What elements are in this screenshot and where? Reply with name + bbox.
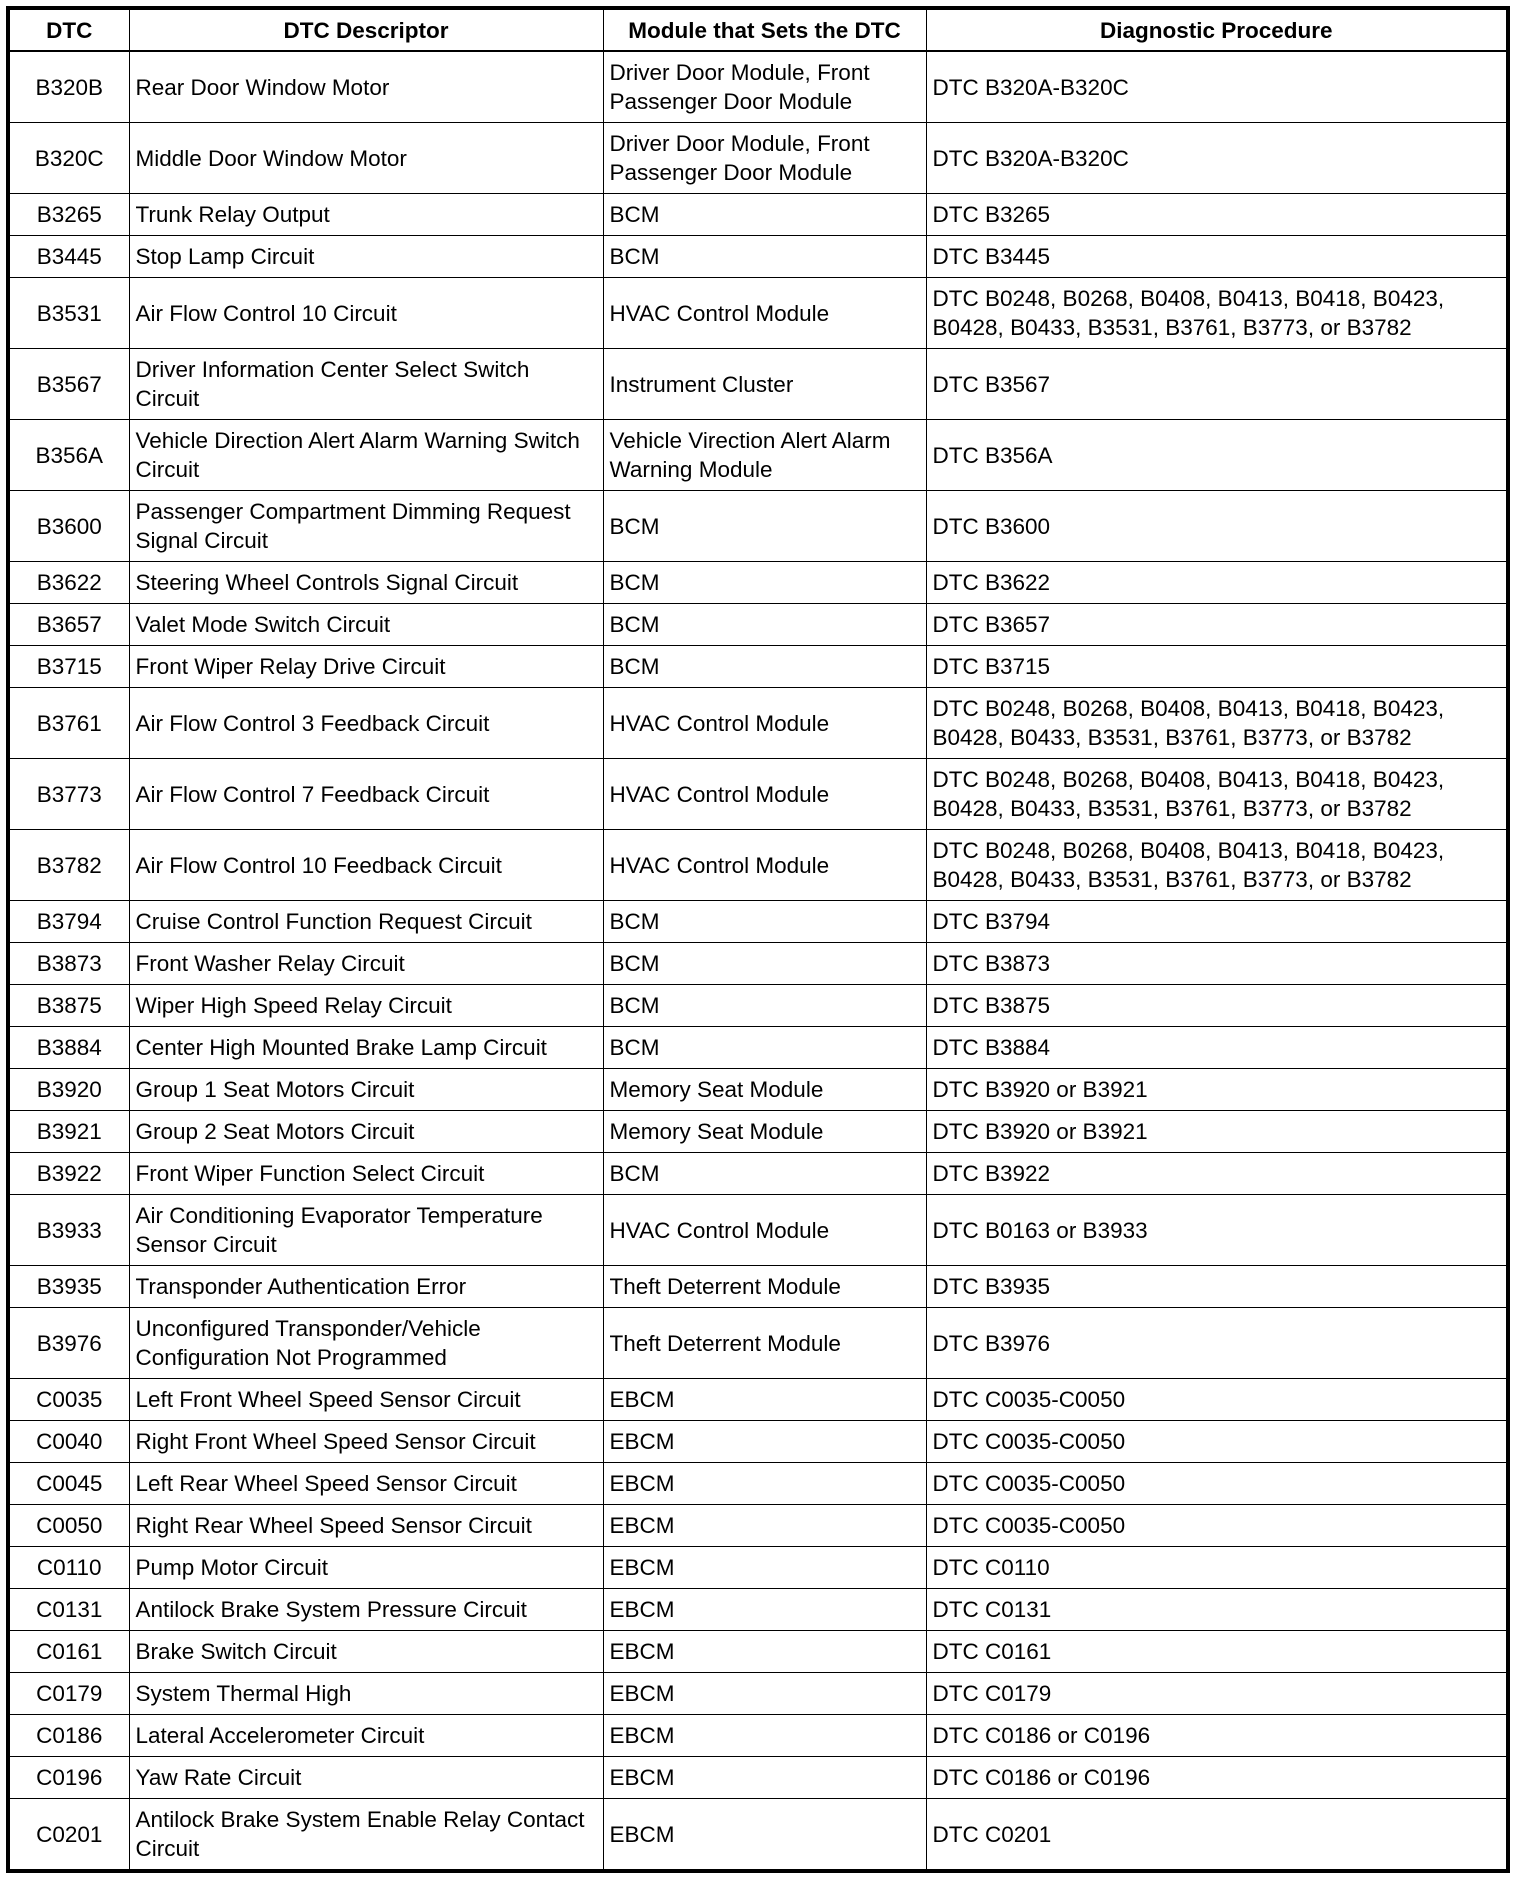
dtc-code-cell: C0161: [8, 1631, 129, 1673]
dtc-code-cell: B3976: [8, 1308, 129, 1379]
dtc-code-cell: B3445: [8, 236, 129, 278]
dtc-code-cell: C0040: [8, 1421, 129, 1463]
dtc-descriptor-cell: Pump Motor Circuit: [129, 1547, 603, 1589]
diagnostic-procedure-cell: DTC C0035-C0050: [926, 1421, 1508, 1463]
dtc-descriptor-cell: Front Wiper Function Select Circuit: [129, 1153, 603, 1195]
table-row: [8, 1308, 1508, 1379]
dtc-descriptor-cell: Wiper High Speed Relay Circuit: [129, 985, 603, 1027]
module-cell: HVAC Control Module: [603, 759, 926, 830]
dtc-code-cell: B3794: [8, 901, 129, 943]
dtc-code-cell: B3921: [8, 1111, 129, 1153]
dtc-descriptor-cell: Right Front Wheel Speed Sensor Circuit: [129, 1421, 603, 1463]
dtc-code-cell: B3265: [8, 194, 129, 236]
diagnostic-procedure-cell: DTC B0248, B0268, B0408, B0413, B0418, B0423, B0428, B0433, B3531, B3761, B3773, or B3782: [926, 688, 1508, 759]
module-cell: Memory Seat Module: [603, 1111, 926, 1153]
dtc-descriptor-cell: Trunk Relay Output: [129, 194, 603, 236]
dtc-code-cell: B3782: [8, 830, 129, 901]
module-cell: Theft Deterrent Module: [603, 1308, 926, 1379]
module-cell: BCM: [603, 646, 926, 688]
dtc-code-cell: B320C: [8, 123, 129, 194]
dtc-code-cell: B3773: [8, 759, 129, 830]
diagnostic-procedure-cell: DTC B320A-B320C: [926, 123, 1508, 194]
dtc-code-cell: C0050: [8, 1505, 129, 1547]
dtc-code-cell: C0045: [8, 1463, 129, 1505]
dtc-code-cell: C0201: [8, 1799, 129, 1872]
dtc-descriptor-cell: Air Conditioning Evaporator Temperature Sensor Circuit: [129, 1195, 603, 1266]
table-row: [8, 1505, 1508, 1547]
dtc-descriptor-cell: Driver Information Center Select Switch Circuit: [129, 349, 603, 420]
header-descriptor: DTC Descriptor: [129, 8, 603, 51]
module-cell: Memory Seat Module: [603, 1069, 926, 1111]
table-row: [8, 830, 1508, 901]
dtc-code-cell: B3873: [8, 943, 129, 985]
header-row: [8, 8, 1508, 51]
dtc-descriptor-cell: Air Flow Control 7 Feedback Circuit: [129, 759, 603, 830]
dtc-descriptor-cell: Front Washer Relay Circuit: [129, 943, 603, 985]
module-cell: Vehicle Virection Alert Alarm Warning Module: [603, 420, 926, 491]
diagnostic-procedure-cell: DTC B3873: [926, 943, 1508, 985]
table-row: [8, 985, 1508, 1027]
diagnostic-procedure-cell: DTC B3935: [926, 1266, 1508, 1308]
table-row: [8, 1799, 1508, 1872]
module-cell: EBCM: [603, 1757, 926, 1799]
module-cell: Driver Door Module, Front Passenger Door Module: [603, 123, 926, 194]
dtc-code-cell: B3657: [8, 604, 129, 646]
table-row: [8, 194, 1508, 236]
table-row: [8, 1069, 1508, 1111]
module-cell: BCM: [603, 562, 926, 604]
diagnostic-procedure-cell: DTC B0163 or B3933: [926, 1195, 1508, 1266]
diagnostic-procedure-cell: DTC B3567: [926, 349, 1508, 420]
diagnostic-procedure-cell: DTC B320A-B320C: [926, 51, 1508, 123]
dtc-descriptor-cell: Vehicle Direction Alert Alarm Warning Switch Circuit: [129, 420, 603, 491]
diagnostic-procedure-cell: DTC B3622: [926, 562, 1508, 604]
dtc-code-cell: B3600: [8, 491, 129, 562]
table-row: [8, 123, 1508, 194]
module-cell: EBCM: [603, 1463, 926, 1505]
module-cell: Instrument Cluster: [603, 349, 926, 420]
table-row: [8, 349, 1508, 420]
dtc-descriptor-cell: Group 1 Seat Motors Circuit: [129, 1069, 603, 1111]
diagnostic-procedure-cell: DTC B3445: [926, 236, 1508, 278]
dtc-descriptor-cell: Antilock Brake System Pressure Circuit: [129, 1589, 603, 1631]
dtc-descriptor-cell: Air Flow Control 3 Feedback Circuit: [129, 688, 603, 759]
dtc-code-cell: B3935: [8, 1266, 129, 1308]
table-row: [8, 943, 1508, 985]
module-cell: EBCM: [603, 1673, 926, 1715]
diagnostic-procedure-cell: DTC C0179: [926, 1673, 1508, 1715]
table-row: [8, 51, 1508, 123]
diagnostic-procedure-cell: DTC B3794: [926, 901, 1508, 943]
diagnostic-procedure-cell: DTC B3920 or B3921: [926, 1111, 1508, 1153]
diagnostic-procedure-cell: DTC C0131: [926, 1589, 1508, 1631]
table-row: [8, 1631, 1508, 1673]
diagnostic-procedure-cell: DTC B3715: [926, 646, 1508, 688]
dtc-code-cell: B3920: [8, 1069, 129, 1111]
table-row: [8, 604, 1508, 646]
diagnostic-procedure-cell: DTC B356A: [926, 420, 1508, 491]
diagnostic-procedure-cell: DTC B3920 or B3921: [926, 1069, 1508, 1111]
dtc-descriptor-cell: Cruise Control Function Request Circuit: [129, 901, 603, 943]
module-cell: BCM: [603, 604, 926, 646]
module-cell: BCM: [603, 491, 926, 562]
table-row: [8, 1111, 1508, 1153]
table-row: [8, 1266, 1508, 1308]
dtc-descriptor-cell: Valet Mode Switch Circuit: [129, 604, 603, 646]
module-cell: BCM: [603, 985, 926, 1027]
diagnostic-procedure-cell: DTC C0035-C0050: [926, 1379, 1508, 1421]
table-row: [8, 1757, 1508, 1799]
dtc-code-cell: B3922: [8, 1153, 129, 1195]
dtc-code-cell: C0110: [8, 1547, 129, 1589]
header-dtc: DTC: [8, 8, 129, 51]
dtc-descriptor-cell: Transponder Authentication Error: [129, 1266, 603, 1308]
table-row: [8, 278, 1508, 349]
diagnostic-procedure-cell: DTC B0248, B0268, B0408, B0413, B0418, B0423, B0428, B0433, B3531, B3761, B3773, or B3782: [926, 830, 1508, 901]
table-row: [8, 901, 1508, 943]
diagnostic-procedure-cell: DTC C0186 or C0196: [926, 1715, 1508, 1757]
dtc-descriptor-cell: Rear Door Window Motor: [129, 51, 603, 123]
table-row: [8, 1195, 1508, 1266]
diagnostic-procedure-cell: DTC B3922: [926, 1153, 1508, 1195]
diagnostic-procedure-cell: DTC C0186 or C0196: [926, 1757, 1508, 1799]
dtc-descriptor-cell: Steering Wheel Controls Signal Circuit: [129, 562, 603, 604]
table-row: [8, 759, 1508, 830]
dtc-code-cell: B3622: [8, 562, 129, 604]
diagnostic-procedure-cell: DTC B3600: [926, 491, 1508, 562]
table-row: [8, 1463, 1508, 1505]
diagnostic-procedure-cell: DTC C0035-C0050: [926, 1505, 1508, 1547]
table-row: [8, 420, 1508, 491]
module-cell: BCM: [603, 943, 926, 985]
dtc-descriptor-cell: Air Flow Control 10 Feedback Circuit: [129, 830, 603, 901]
module-cell: EBCM: [603, 1589, 926, 1631]
diagnostic-procedure-cell: DTC B3657: [926, 604, 1508, 646]
diagnostic-procedure-cell: DTC C0035-C0050: [926, 1463, 1508, 1505]
dtc-descriptor-cell: Left Front Wheel Speed Sensor Circuit: [129, 1379, 603, 1421]
diagnostic-procedure-cell: DTC B3976: [926, 1308, 1508, 1379]
table-row: [8, 688, 1508, 759]
module-cell: EBCM: [603, 1799, 926, 1872]
module-cell: HVAC Control Module: [603, 278, 926, 349]
dtc-descriptor-cell: Stop Lamp Circuit: [129, 236, 603, 278]
table-row: [8, 1547, 1508, 1589]
table-row: [8, 1673, 1508, 1715]
diagnostic-procedure-cell: DTC C0110: [926, 1547, 1508, 1589]
dtc-code-cell: B3884: [8, 1027, 129, 1069]
dtc-descriptor-cell: Brake Switch Circuit: [129, 1631, 603, 1673]
module-cell: BCM: [603, 901, 926, 943]
dtc-code-cell: C0035: [8, 1379, 129, 1421]
module-cell: EBCM: [603, 1421, 926, 1463]
dtc-descriptor-cell: Left Rear Wheel Speed Sensor Circuit: [129, 1463, 603, 1505]
dtc-descriptor-cell: Passenger Compartment Dimming Request Signal Circuit: [129, 491, 603, 562]
module-cell: Driver Door Module, Front Passenger Door Module: [603, 51, 926, 123]
module-cell: BCM: [603, 1153, 926, 1195]
dtc-descriptor-cell: Front Wiper Relay Drive Circuit: [129, 646, 603, 688]
module-cell: EBCM: [603, 1379, 926, 1421]
module-cell: BCM: [603, 1027, 926, 1069]
dtc-code-cell: B3715: [8, 646, 129, 688]
table-row: [8, 1715, 1508, 1757]
dtc-descriptor-cell: Center High Mounted Brake Lamp Circuit: [129, 1027, 603, 1069]
diagnostic-procedure-cell: DTC B3875: [926, 985, 1508, 1027]
diagnostic-procedure-cell: DTC C0201: [926, 1799, 1508, 1872]
table-row: [8, 236, 1508, 278]
header-module: Module that Sets the DTC: [603, 8, 926, 51]
dtc-code-cell: B3567: [8, 349, 129, 420]
table-row: [8, 1027, 1508, 1069]
diagnostic-procedure-cell: DTC B3265: [926, 194, 1508, 236]
dtc-code-cell: C0179: [8, 1673, 129, 1715]
dtc-descriptor-cell: Middle Door Window Motor: [129, 123, 603, 194]
module-cell: EBCM: [603, 1547, 926, 1589]
diagnostic-procedure-cell: DTC B0248, B0268, B0408, B0413, B0418, B0423, B0428, B0433, B3531, B3761, B3773, or B3782: [926, 278, 1508, 349]
dtc-code-cell: B320B: [8, 51, 129, 123]
dtc-descriptor-cell: Unconfigured Transponder/Vehicle Configuration Not Programmed: [129, 1308, 603, 1379]
module-cell: EBCM: [603, 1715, 926, 1757]
module-cell: HVAC Control Module: [603, 830, 926, 901]
module-cell: Theft Deterrent Module: [603, 1266, 926, 1308]
dtc-code-cell: C0131: [8, 1589, 129, 1631]
module-cell: BCM: [603, 194, 926, 236]
dtc-table: [6, 6, 1510, 1873]
dtc-descriptor-cell: Antilock Brake System Enable Relay Contact Circuit: [129, 1799, 603, 1872]
dtc-descriptor-cell: Air Flow Control 10 Circuit: [129, 278, 603, 349]
module-cell: BCM: [603, 236, 926, 278]
dtc-code-cell: B3531: [8, 278, 129, 349]
dtc-descriptor-cell: System Thermal High: [129, 1673, 603, 1715]
diagnostic-procedure-cell: DTC B0248, B0268, B0408, B0413, B0418, B0423, B0428, B0433, B3531, B3761, B3773, or B3782: [926, 759, 1508, 830]
module-cell: EBCM: [603, 1631, 926, 1673]
dtc-code-cell: C0186: [8, 1715, 129, 1757]
table-row: [8, 491, 1508, 562]
table-row: [8, 1153, 1508, 1195]
module-cell: HVAC Control Module: [603, 688, 926, 759]
dtc-descriptor-cell: Lateral Accelerometer Circuit: [129, 1715, 603, 1757]
dtc-descriptor-cell: Right Rear Wheel Speed Sensor Circuit: [129, 1505, 603, 1547]
table-row: [8, 1421, 1508, 1463]
module-cell: HVAC Control Module: [603, 1195, 926, 1266]
dtc-code-cell: B3761: [8, 688, 129, 759]
dtc-descriptor-cell: Group 2 Seat Motors Circuit: [129, 1111, 603, 1153]
module-cell: EBCM: [603, 1505, 926, 1547]
dtc-code-cell: B3875: [8, 985, 129, 1027]
table-row: [8, 646, 1508, 688]
diagnostic-procedure-cell: DTC B3884: [926, 1027, 1508, 1069]
table-row: [8, 1379, 1508, 1421]
dtc-code-cell: C0196: [8, 1757, 129, 1799]
table-row: [8, 1589, 1508, 1631]
diagnostic-procedure-cell: DTC C0161: [926, 1631, 1508, 1673]
dtc-code-cell: B3933: [8, 1195, 129, 1266]
header-procedure: Diagnostic Procedure: [926, 8, 1508, 51]
table-row: [8, 562, 1508, 604]
dtc-code-cell: B356A: [8, 420, 129, 491]
dtc-descriptor-cell: Yaw Rate Circuit: [129, 1757, 603, 1799]
